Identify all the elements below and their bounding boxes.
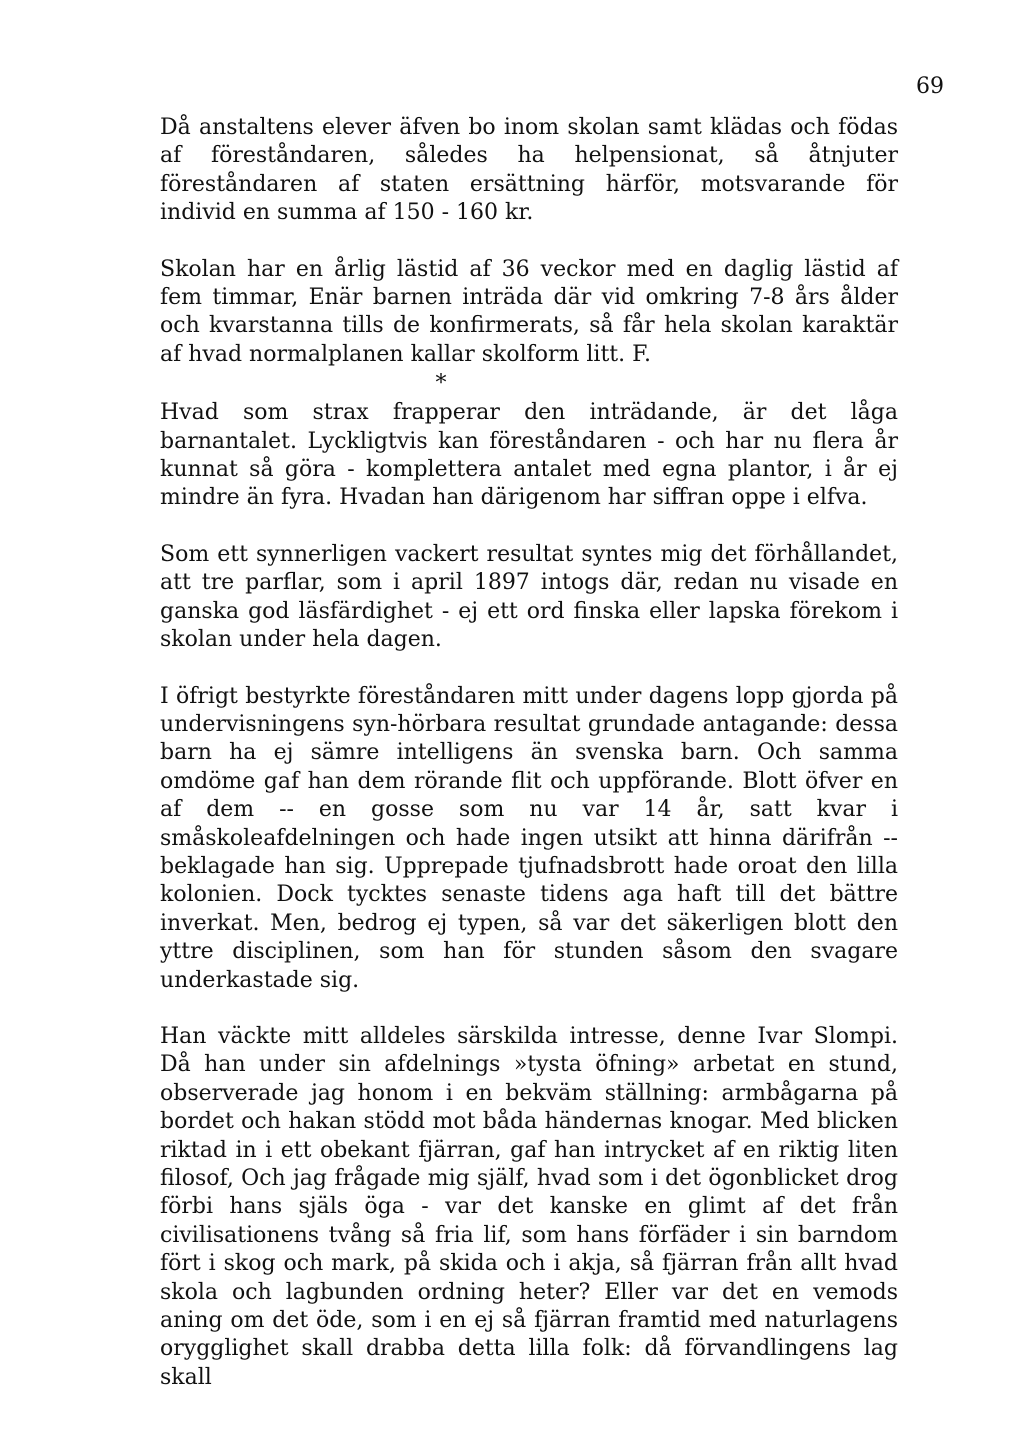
page-number: 69 (916, 74, 944, 99)
paragraph-4: Som ett synnerligen vackert resultat syntes mig det förhållandet, att tre parflar, som i april 1897 intogs där, redan nu visade en ganska god läsfärdighet - ej ett ord finska eller lapska förekom i skolan under hela dagen. (160, 541, 898, 653)
body-text (160, 114, 898, 1392)
paragraph-6: Han väckte mitt alldeles särskilda intresse, denne Ivar Slompi. Då han under sin afdelnings »tysta öfning» arbetat en stund, observerade jag honom i en bekväm ställning: armbågarna på bordet och hakan stödd mot båda händernas knogar. Med blicken riktad in i ett obekant fjärran, gaf han intrycket af en riktig liten filosof, Och jag frågade mig själf, hvad som i det ögonblicket drog förbi hans själs öga - var det kanske en glimt af det från civilisationens tvång så fria lif, som hans förfäder i sin barndom fört i skog och mark, på skida och i akja, så fjärran från allt hvad skola och lagbunden ordning heter? Eller var det en vemods aning om det öde, som i en ej så fjärran framtid med naturlagens orygglighet skall drabba detta lilla folk: då förvandlingens lag skall (160, 1023, 898, 1390)
paragraph-2: Skolan har en årlig lästid af 36 veckor med en daglig lästid af fem timmar, Enär barnen inträda där vid omkring 7-8 års ålder och kvarstanna tills de konfirmerats, så får hela skolan karaktär af hvad normalplanen kallar skolform litt. F. (160, 256, 898, 367)
paragraph-1: Då anstaltens elever äfven bo inom skolan samt klädas och födas af föreståndaren, således ha helpensionat, så åtnjuter föreståndaren af staten ersättning härför, motsvarande för individ en summa af 150 - 160 kr. (160, 115, 898, 226)
paragraph-5: I öfrigt bestyrkte föreståndaren mitt under dagens lopp gjorda på undervisningens syn-hörbara resultat grundade antagande: dessa barn ha ej sämre intelligens än svenska barn. Och samma omdöme gaf han dem rörande flit och uppförande. Blott öfver en af dem -- en gosse som nu var 14 år, satt kvar i småskoleafdelningen och hade ingen utsikt att hinna därifrån -- beklagade han sig. Upprepade tjufnadsbrott hade oroat den lilla kolonien. Dock tycktes senaste tidens aga haft till det bättre inverkat. Men, bedrog ej typen, så var det säkerligen blott den yttre disciplinen, som han för stunden såsom den svagare underkastade sig. (160, 683, 898, 993)
paragraph-3: Hvad som strax frapperar den inträdande, är det låga barnantalet. Lyckligtvis kan föreståndaren - och har nu flera år kunnat så göra - komplettera antalet med egna plantor, i år ej mindre än fyra. Hvadan han därigenom har siffran oppe i elfva. (160, 400, 898, 511)
section-separator: * (435, 371, 447, 397)
